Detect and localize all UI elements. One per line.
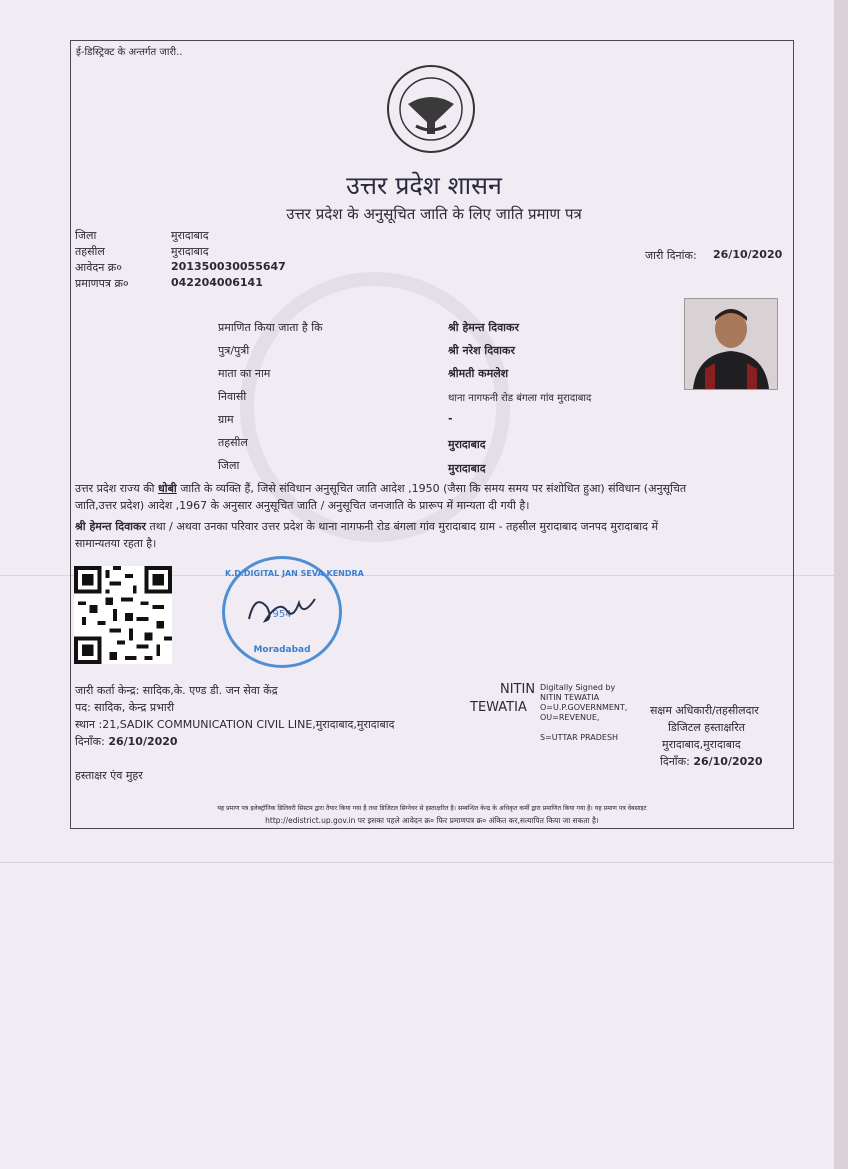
paragraph2-line1: [75, 519, 658, 534]
info-label-district: जिला: [75, 229, 97, 242]
certificate-title: उत्तर प्रदेश शासन: [346, 171, 502, 200]
issue-date: 26/10/2020: [713, 248, 783, 261]
detail-value-name: श्री हेमन्त दिवाकर: [448, 321, 519, 334]
authority-digital: डिजिटल हस्ताक्षरित: [668, 721, 745, 734]
detail-value-district: मुरादाबाद: [448, 462, 486, 475]
issuer-location: स्थान :21,SADIK COMMUNICATION CIVIL LINE,मुरादाबाद,मुरादाबाद: [75, 718, 395, 731]
detail-label-village: ग्राम: [218, 413, 234, 426]
detail-value-resident: थाना नागफनी रोड बंगला गांव मुरादाबाद: [448, 393, 592, 404]
digital-sig-line1: Digitally Signed by: [540, 683, 616, 692]
handwritten-signature: [245, 589, 321, 629]
authority-title: सक्षम अधिकारी/तहसीलदार: [650, 704, 759, 717]
qr-code: [74, 566, 172, 664]
stamp-text-top: K.D.DIGITAL JAN SEVA KENDRA: [225, 569, 364, 578]
up-emblem-icon: [386, 64, 476, 154]
header-note: ई-डिस्ट्रिक्ट के अन्तर्गत जारी..: [76, 47, 183, 58]
detail-label-tehsil: तहसील: [218, 436, 248, 449]
detail-label-certified: प्रमाणित किया जाता है कि: [218, 321, 323, 334]
paragraph2-name: श्री हेमन्त दिवाकर: [75, 520, 146, 533]
detail-value-village: -: [448, 412, 453, 425]
authority-date-label: दिनाँक:: [660, 755, 690, 768]
digital-sig-line2: NITIN TEWATIA: [540, 693, 600, 702]
paragraph2-line2: सामान्यतया रहता है।: [75, 537, 157, 550]
authority-place: मुरादाबाद,मुरादाबाद: [662, 738, 741, 751]
sign-label: हस्ताक्षर एंव मुहर: [75, 769, 143, 782]
info-value-certificate-no: 042204006141: [171, 276, 263, 289]
issuer-post: पद: सादिक, केन्द्र प्रभारी: [75, 701, 175, 714]
detail-label-district: जिला: [218, 459, 240, 472]
digital-sig-line3: O=U.P.GOVERNMENT,: [540, 703, 628, 712]
applicant-photo: [684, 298, 778, 390]
paragraph2-rest: तथा / अथवा उनका परिवार उत्तर प्रदेश के थाना नागफनी रोड बंगला गांव मुरादाबाद ग्राम - तहसील मुरादाबाद जनपद मुरादाबाद में: [145, 520, 659, 533]
paragraph1-line1: [75, 481, 686, 496]
info-label-certificate-no: प्रमाणपत्र क्र०: [75, 277, 129, 290]
scan-edge: [834, 0, 848, 1169]
paragraph1-prefix: उत्तर प्रदेश राज्य की: [75, 482, 159, 495]
issue-date-label: जारी दिनांक:: [645, 249, 697, 262]
paragraph1-rest: जाति के व्यक्ति हैं, जिसे संविधान अनुसूचित जाति आदेश ,1950 (जैसा कि समय समय पर संशोधित हुआ) संविधान (अनुसूचित: [176, 482, 687, 495]
digital-sig-name2: TEWATIA: [470, 700, 527, 715]
detail-value-tehsil: मुरादाबाद: [448, 438, 486, 451]
info-value-tehsil: मुरादाबाद: [171, 245, 209, 258]
authority-date: 26/10/2020: [693, 755, 763, 768]
footer-note-line1: यह प्रमाण पत्र इलेक्ट्रॉनिक डिलिवरी सिस्टम द्वारा तैयार किया गया है तथा डिजिटल सिग्नेचर से हस्ताक्षरित है। सम्बन्धित केन्द्र के अधिकृत कर्मी द्वारा प्रमाणित किया गया है। यह प्रमाण पत्र वेबसाइट: [217, 805, 647, 812]
digital-sig-line4: OU=REVENUE,: [540, 713, 600, 722]
detail-label-mother: माता का नाम: [218, 367, 271, 380]
fold-line: [0, 862, 834, 863]
authority-date-row: [660, 754, 763, 769]
seal-stamp: [222, 556, 364, 668]
digital-sig-line5: S=UTTAR PRADESH: [540, 733, 619, 742]
stamp-text-mid: 954: [272, 609, 292, 620]
detail-value-mother: श्रीमती कमलेश: [448, 367, 509, 380]
stamp-text-bottom: Moradabad: [253, 645, 311, 655]
issuer-center: जारी कर्ता केन्द्र: सादिक,के. एण्ड डी. जन सेवा केंद्र: [75, 684, 278, 697]
info-label-tehsil: तहसील: [75, 245, 105, 258]
issuer-date-row: [75, 734, 178, 749]
issuer-date-label: दिनाँक:: [75, 735, 105, 748]
caste-name: धोबी: [158, 482, 177, 495]
issuer-date: 26/10/2020: [108, 735, 178, 748]
detail-label-resident: निवासी: [218, 390, 247, 403]
info-label-application-no: आवेदन क्र०: [75, 261, 122, 274]
paragraph1-line2: जाति,उत्तर प्रदेश) आदेश ,1967 के अनुसार अनुसूचित जाति / अनुसूचित जनजाति के प्रारूप में मान्यता दी गयी है।: [75, 499, 530, 512]
info-value-district: मुरादाबाद: [171, 229, 209, 242]
detail-value-father: श्री नरेश दिवाकर: [448, 344, 515, 357]
certificate-subtitle: उत्तर प्रदेश के अनुसूचित जाति के लिए जाति प्रमाण पत्र: [286, 205, 582, 223]
digital-sig-name1: NITIN: [500, 682, 536, 697]
info-value-application-no: 201350030055647: [171, 260, 286, 273]
detail-label-son-daughter: पुत्र/पुत्री: [218, 344, 250, 357]
footer-note-line2: http://edistrict.up.gov.in पर इसका पहले आवेदन क्र० फिर प्रमाणपत्र क्र० अंकित कर,सत्यापित किया जा सकता है।: [265, 816, 599, 825]
